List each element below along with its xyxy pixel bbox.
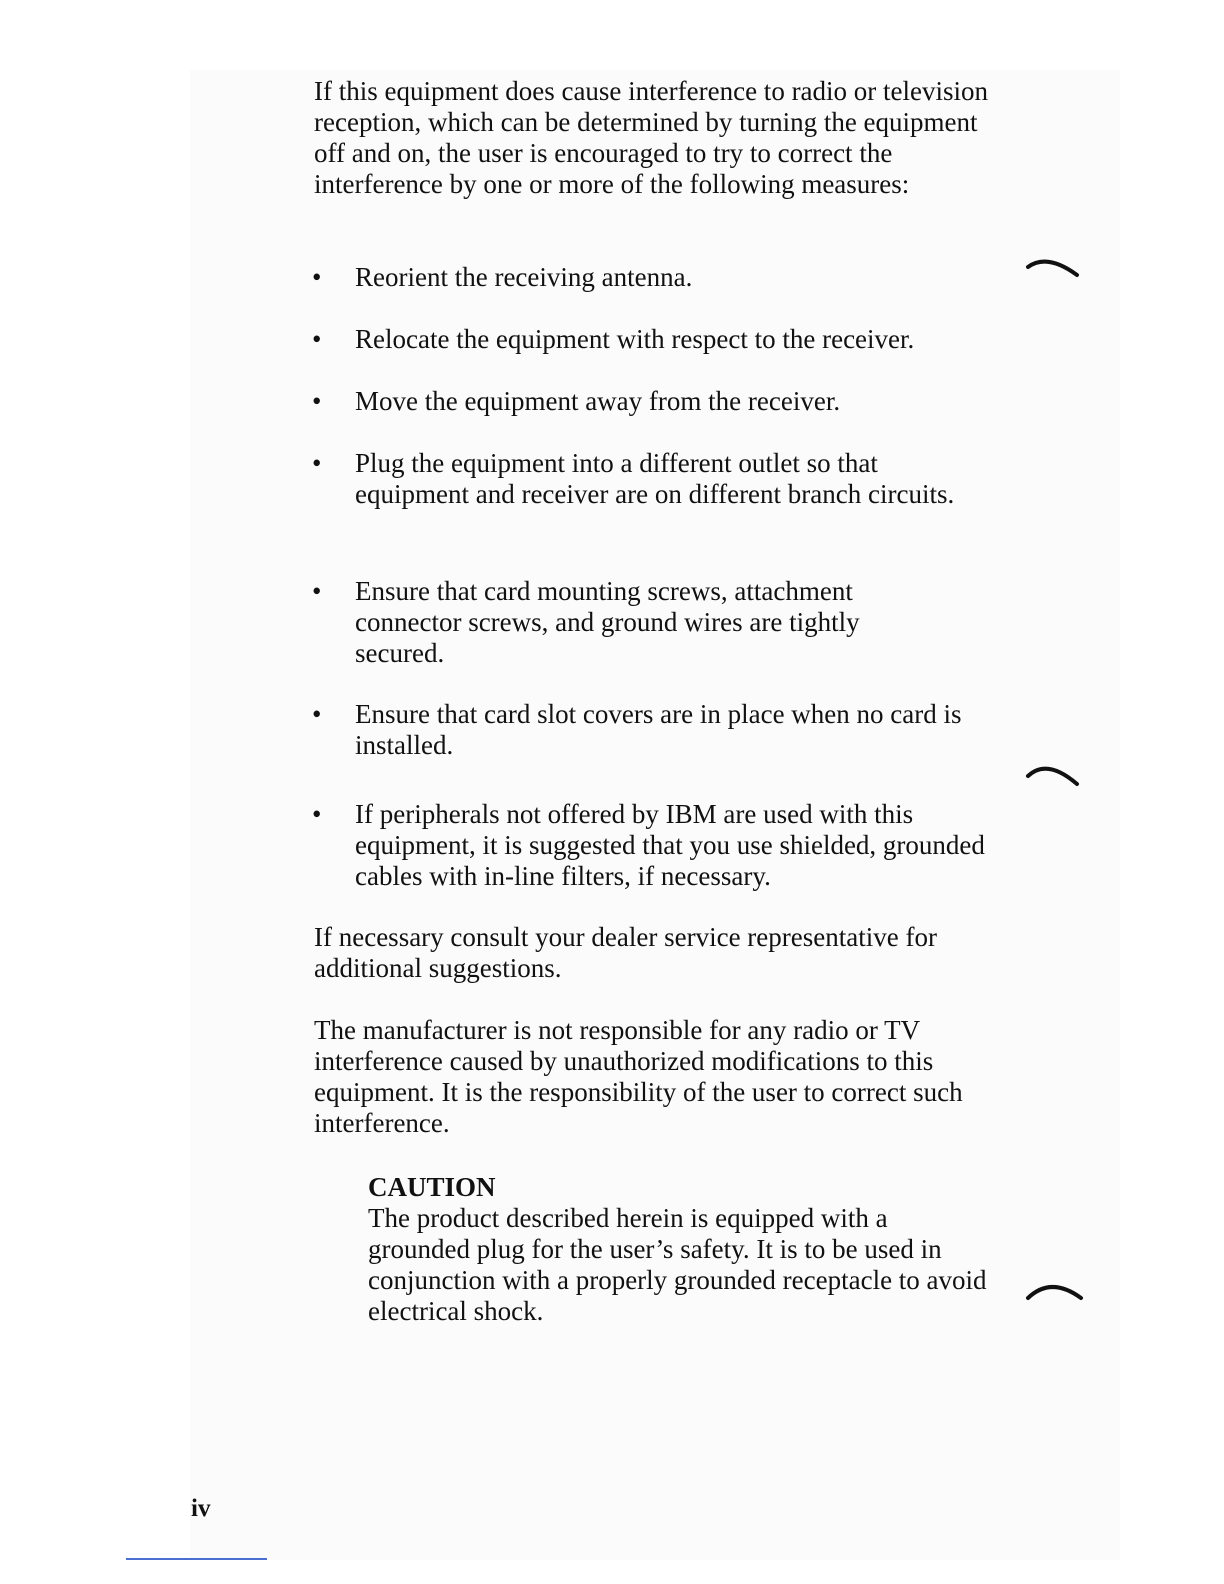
caution-text: The product described herein is equipped with a grounded plug for the user’s safety. It is to be used in conjunction with a properly grounded receptacle to avoid electrical shock. — [368, 1203, 987, 1326]
list-item-text: Move the equipment away from the receiver. — [355, 386, 841, 416]
bullet-icon: • — [312, 324, 322, 354]
binder-hole-mark-icon — [1025, 255, 1085, 285]
bullet-icon: • — [312, 386, 322, 416]
bullet-icon: • — [312, 448, 322, 478]
bullet-icon: • — [312, 576, 322, 606]
binder-hole-mark-icon — [1025, 1276, 1085, 1306]
caution-notice — [368, 1172, 1008, 1327]
list-item-text: Ensure that card mounting screws, attachment connector screws, and ground wires are tightly secured. — [355, 576, 860, 668]
binder-hole-mark-icon — [1025, 760, 1085, 790]
list-item-text: If peripherals not offered by IBM are used with this equipment, it is suggested that you use shielded, grounded cables with in-line filters, if necessary. — [355, 799, 985, 891]
scan-edge-line — [126, 1558, 267, 1560]
consult-paragraph: If necessary consult your dealer service representative for additional suggestions. — [314, 922, 937, 983]
list-item-text: Ensure that card slot covers are in place when no card is installed. — [355, 699, 962, 760]
intro-paragraph: If this equipment does cause interference to radio or television reception, which can be determined by turning the equipment off and on, the user is encouraged to try to correct the interference by one or more of the following measures: — [314, 76, 989, 199]
bullet-icon: • — [312, 262, 322, 292]
manufacturer-paragraph: The manufacturer is not responsible for any radio or TV interference caused by unauthorized modifications to this equipment. It is the responsibility of the user to correct such interference. — [314, 1015, 963, 1138]
list-item-text: Plug the equipment into a different outlet so that equipment and receiver are on different branch circuits. — [355, 448, 955, 509]
list-item-text: Reorient the receiving antenna. — [355, 262, 693, 292]
page-number: iv — [191, 1495, 211, 1522]
list-item-text: Relocate the equipment with respect to the receiver. — [355, 324, 915, 354]
bullet-icon: • — [312, 699, 322, 729]
caution-title: CAUTION — [368, 1172, 496, 1202]
bullet-icon: • — [312, 799, 322, 829]
